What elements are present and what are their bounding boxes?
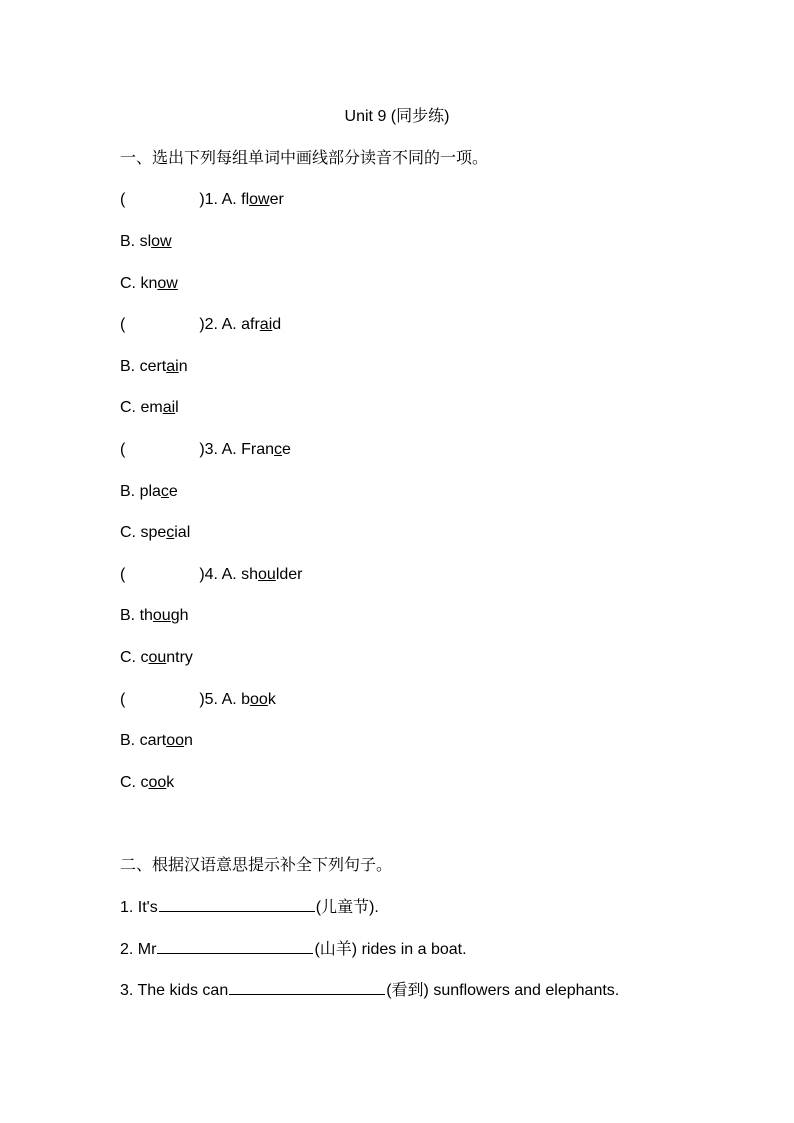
word-a-underlined: ai [259,316,273,333]
word-a-underlined: oo [250,691,268,708]
word-c-pre: kn [140,275,158,292]
sentence-1 [120,897,379,919]
word-a-underlined: ow [249,191,270,208]
option-b-prefix: B. [120,358,140,375]
option-c-prefix: C. [120,649,141,666]
word-a-underlined: c [274,441,283,458]
option-c-prefix: C. [120,774,141,791]
question-2-option-b [120,356,188,378]
question-1-line-a [120,189,284,211]
option-b-prefix: B. [120,483,140,500]
answer-paren-open: ( [120,566,126,583]
word-a-pre: b [241,691,251,708]
sentence-post: sunflowers and elephants. [428,982,620,999]
question-1-option-c [120,273,178,295]
word-a-post: d [272,316,282,333]
word-b-pre: cert [139,358,167,375]
sentence-pre: 2. Mr [120,941,157,958]
word-b-underlined: oo [166,732,185,749]
word-b-post: e [168,483,178,500]
sentence-2 [120,939,467,961]
sentence-hint: (看到) [386,982,429,999]
word-a-post: er [269,191,284,208]
sentence-hint: (儿童节). [315,899,379,916]
word-b-underlined: c [160,483,169,500]
word-a-post: lder [275,566,303,583]
word-b-underlined: ou [152,607,171,624]
question-number: 2. A. [204,316,242,333]
question-number: 3. A. [204,441,242,458]
question-4-option-c [120,647,193,669]
question-5-option-b [120,730,193,752]
word-c-pre: spe [140,524,167,541]
word-c-underlined: ou [148,649,167,666]
sentence-post: rides in a boat. [357,941,467,958]
word-a-post: k [267,691,276,708]
answer-paren-open: ( [120,191,126,208]
option-c-prefix: C. [120,399,141,416]
word-b-post: gh [170,607,189,624]
answer-paren-open: ( [120,316,126,333]
question-3-line-a [120,439,291,461]
fill-blank[interactable] [159,897,315,912]
question-2-line-a [120,314,281,336]
question-number: 1. A. [204,191,242,208]
section1-heading: 一、选出下列每组单词中画线部分读音不同的一项。 [120,150,489,167]
question-3-option-c [120,522,190,544]
word-c-post: l [175,399,179,416]
question-number: 5. A. [204,691,242,708]
word-c-post: k [166,774,175,791]
fill-blank[interactable] [157,939,313,954]
word-b-pre: th [139,607,153,624]
word-b-post: n [178,358,188,375]
word-a-pre: sh [241,566,259,583]
word-c-underlined: ai [162,399,176,416]
answer-paren-open: ( [120,441,126,458]
question-2-option-c [120,397,179,419]
word-a-underlined: ou [258,566,276,583]
word-b-pre: sl [139,233,152,250]
option-b-prefix: B. [120,732,140,749]
answer-paren-close: ) [199,316,205,333]
word-c-underlined: ow [157,275,178,292]
word-c-post: ial [174,524,191,541]
word-b-underlined: ow [151,233,172,250]
answer-paren-open: ( [120,691,126,708]
word-b-pre: cart [139,732,167,749]
answer-paren-close: ) [199,566,205,583]
word-a-post: e [282,441,291,458]
word-a-pre: fl [241,191,250,208]
answer-paren-close: ) [199,691,205,708]
answer-paren-close: ) [199,191,205,208]
sentence-pre: 3. The kids can [120,982,229,999]
option-c-prefix: C. [120,524,141,541]
question-4-line-a [120,564,303,586]
question-4-option-b [120,605,189,627]
question-3-option-b [120,481,178,503]
word-c-pre: em [140,399,163,416]
sentence-pre: 1. It's [120,899,158,916]
question-number: 4. A. [204,566,242,583]
fill-blank[interactable] [229,980,385,995]
word-c-pre: c [140,649,149,666]
word-a-pre: afr [241,316,260,333]
question-5-line-a [120,689,276,711]
word-c-underlined: c [166,524,175,541]
word-a-pre: Fran [241,441,275,458]
word-b-post: n [184,732,193,749]
sentence-hint: (山羊) [314,941,358,958]
word-b-underlined: ai [166,358,179,375]
word-b-pre: pla [139,483,161,500]
word-c-pre: c [140,774,149,791]
option-c-prefix: C. [120,275,141,292]
option-b-prefix: B. [120,233,140,250]
section2-heading: 二、根据汉语意思提示补全下列句子。 [120,857,393,874]
question-5-option-c [120,772,174,794]
option-b-prefix: B. [120,607,140,624]
question-1-option-b [120,231,172,253]
page-title: Unit 9 (同步练) [344,108,450,125]
sentence-3 [120,980,619,1002]
word-c-post: ntry [166,649,193,666]
answer-paren-close: ) [199,441,205,458]
word-c-underlined: oo [148,774,167,791]
